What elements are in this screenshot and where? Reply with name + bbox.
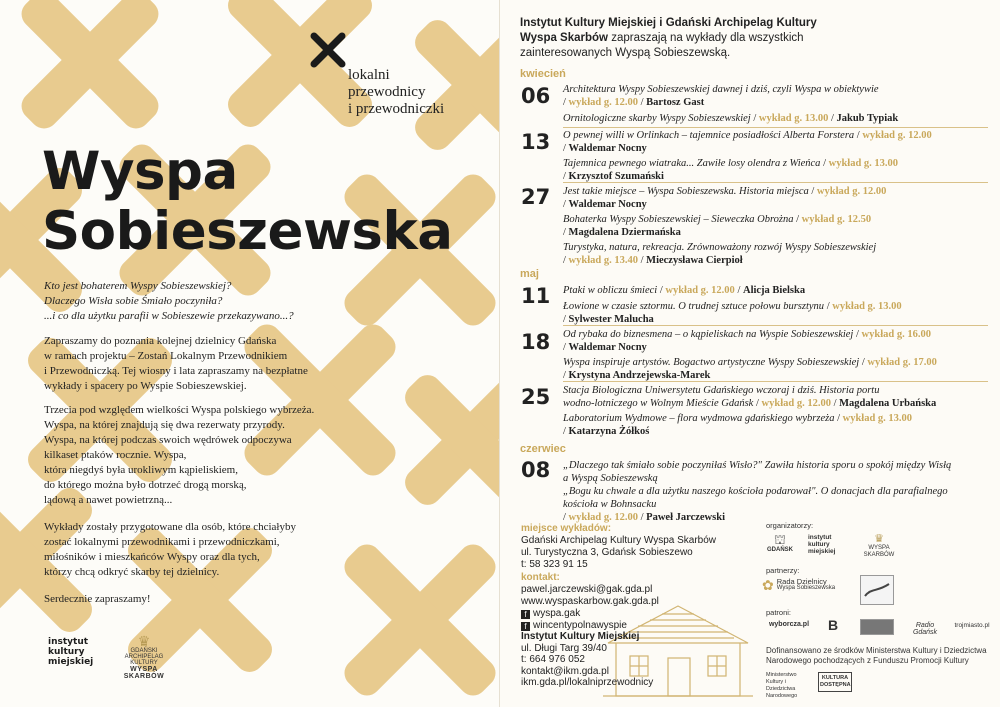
rada-dzielnicy-logo: ✿ Rada Dzielnicy Wyspa Sobieszewska: [762, 577, 836, 593]
wyspa-small-logo: ♛ WYSPA SKARBÓW: [856, 533, 902, 559]
day-06: 06: [521, 84, 551, 108]
contact-info: kontakt: pawel.jarczewski@gak.gda.pl www.wyspaskarbow.gak.gda.pl f wyspa.gak f wincentypolnawyspie: [521, 572, 659, 631]
day-08: 08: [521, 458, 551, 482]
b-logo: B: [827, 617, 839, 633]
wyspa-skarbow-logo: ♛ GDAŃSKI ARCHIPELAG KULTURY WYSPA SKARBÓW: [114, 634, 174, 680]
funding-note: Dofinansowano ze środków Ministerstwa Kultury i Dziedzictwa Narodowego pochodzących z Funduszu Promocji Kultury: [766, 646, 987, 665]
event-item: Architektura Wyspy Sobieszewskiej dawnej i dziś, czyli Wyspa w obiektywie / wykład g. 12.00 / Bartosz Gast: [563, 84, 879, 108]
ikm-logo: instytut kultury miejskiej: [48, 637, 94, 667]
month-june: czerwiec: [520, 443, 566, 455]
website-link[interactable]: www.wyspaskarbow.gak.gda.pl: [521, 596, 659, 607]
organizers-label: organizatorzy:: [766, 521, 814, 530]
gdansk-crest-icon: ⛫: [774, 532, 786, 547]
leaf-icon: ✿: [762, 577, 774, 593]
day-27: 27: [521, 185, 551, 209]
facebook-link-1[interactable]: f wyspa.gak: [521, 608, 659, 620]
venue-info: miejsce wykładów: Gdański Archipelag Kultury Wyspa Skarbów ul. Turystyczna 3, Gdańsk Sobieszewo t: 58 323 91 15: [521, 523, 716, 570]
ministry-logo: Ministerstwo Kultury i Dziedzictwa Narodowego: [766, 672, 798, 699]
event-item: Ptaki w obliczu śmieci / wykład g. 12.00 / Alicja Bielska: [563, 285, 806, 296]
wyborcza-logo: wyborcza.pl: [768, 621, 810, 628]
ikm-website-link[interactable]: ikm.gda.pl/lokalniprzewodnicy: [521, 677, 654, 688]
event-item: O pewnej willi w Orlinkach – tajemnice posiadłości Alberta Forstera / wykład g. 12.00 / Waldemar Nocny: [563, 130, 932, 154]
questions: Kto jest bohaterem Wyspy Sobieszewskiej? Dlaczego Wisła sobie Śmiało poczyniła? ...i co dla użytku parafii w Sobieszewie przekazywano...?: [44, 280, 294, 322]
event-item: Jest takie miejsce – Wyspa Sobieszewska. Historia miejsca / wykład g. 12.00 / Waldemar Nocny: [563, 186, 887, 210]
intro-paragraph: Zapraszamy do poznania kolejnej dzielnicy Gdańska w ramach projektu – Zostań Lokalnym Przewodnikiem i Przewodniczką. Tej wiosny i lata zapraszamy na bezpłatne wykłady i spacery po Wyspie Sobieszewskiej.: [44, 335, 308, 392]
month-may: maj: [520, 268, 539, 280]
patrons-label: patroni:: [766, 608, 792, 617]
divider-line: [563, 182, 988, 183]
facebook-icon: f: [521, 610, 530, 619]
facebook-link-2[interactable]: f wincentypolnawyspie: [521, 620, 659, 632]
ikm-small-logo: instytut kultury miejskiej: [808, 534, 836, 555]
divider-line: [563, 325, 988, 326]
month-april: kwiecień: [520, 68, 566, 80]
partners-label: partnerzy:: [766, 566, 800, 575]
event-item: Od rybaka do biznesmena – o kąpieliskach na Wyspie Sobieszewskiej / wykład g. 16.00 / Waldemar Nocny: [563, 329, 931, 353]
partner-map-logo: [860, 575, 894, 605]
page-fold: [499, 0, 500, 707]
map-icon: [861, 576, 893, 604]
black-x-mark-icon: [310, 32, 346, 68]
event-item: „Dlaczego tak śmiało sobie poczyniłaś Wisło?" Zawiła historia sporu o spokój między Wisłą a Wyspą Sobieszewską „Bogu ku chwale a dla użytku naszego kościoła podarował". O donacjach dla parafialnego kościoła w Bohnsacku / wykład g. 12.00 / Paweł Jarczewski: [563, 460, 952, 523]
closing-text: Serdecznie zapraszamy!: [44, 593, 151, 605]
event-item: Łowione w czasie sztormu. O trudnej sztuce połowu bursztynu / wykład g. 13.00 / Sylwester Malucha: [563, 301, 902, 325]
audience-paragraph: Wykłady zostały przygotowane dla osób, które chciałyby zostać lokalnymi przewodnikami i przewodniczkami, miłośników i mieszkańców Wyspy oraz dla tych, którzy chcą odkryć skarby tej dzielnicy.: [44, 521, 296, 578]
page-title: Wyspa Sobieszewska: [42, 141, 453, 262]
header-intro: Instytut Kultury Miejskiej i Gdański Archipelag Kultury Wyspa Skarbów zapraszają na wykłady dla wszystkich zainteresowanych Wyspą Sobieszewską.: [520, 17, 817, 59]
event-item: Laboratorium Wydmowe – flora wydmowa gdańskiego wybrzeża / wykład g. 13.00 / Katarzyna Żółkoś: [563, 413, 913, 437]
patron-badge-logo: [860, 619, 894, 635]
divider-line: [563, 127, 988, 128]
ikm-email-link[interactable]: kontakt@ikm.gda.pl: [521, 665, 609, 677]
gdansk-logo: ⛫ GDAŃSK: [762, 533, 798, 554]
day-25: 25: [521, 385, 551, 409]
day-13: 13: [521, 130, 551, 154]
trojmiasto-logo: trojmiasto.pl: [954, 622, 990, 629]
event-item: Bohaterka Wyspy Sobieszewskiej – Sieweczka Obrożna / wykład g. 12.50 / Magdalena Dziermańska: [563, 214, 872, 238]
event-item: Wyspa inspiruje artystów. Bogactwo artystyczne Wyspy Sobieszewskiej / wykład g. 17.00 / Krystyna Andrzejewska-Marek: [563, 357, 937, 381]
crown-icon: ♛: [874, 533, 884, 545]
facebook-icon: f: [521, 622, 530, 631]
event-item: Tajemnica pewnego wiatraka... Zawiłe losy olendra z Wieńca / wykład g. 13.00 / Krzysztof Szumański: [563, 158, 899, 182]
event-item: Turystyka, natura, rekreacja. Zrównoważony rozwój Wyspy Sobieszewskiej / wykład g. 13.40 / Mieczysława Cierpioł: [563, 242, 877, 266]
kultura-dostepna-logo: KULTURA DOSTĘPNA: [818, 672, 852, 692]
guides-subtitle: lokalni przewodnicy i przewodniczki: [348, 67, 445, 117]
event-item: Stacja Biologiczna Uniwersytetu Gdańskiego wczoraj i dziś. Historia portu wodno-lotniczego w Wolnym Mieście Gdańsk / wykład g. 12.00 / Magdalena Urbańska: [563, 385, 937, 409]
ikm-contact: Instytut Kultury Miejskiej ul. Długi Targ 39/40 t: 664 976 052 kontakt@ikm.gda.pl ikm.gda.pl/lokalniprzewodnicy: [521, 631, 654, 688]
description-paragraph: Trzecia pod względem wielkości Wyspa polskiego wybrzeża. Wyspa, na której znajdują się dwa rezerwaty przyrody. Wyspa, na której podczas swoich wędrówek odpoczywa kilkaset ptaków rocznie. Wyspa, która niegdyś była urokliwym kąpieliskiem, do którego można było dotrzeć drogą morską, lądową a nawet powietrzną...: [44, 404, 315, 506]
email-link[interactable]: pawel.jarczewski@gak.gda.pl: [521, 584, 653, 595]
divider-line: [563, 381, 988, 382]
day-18: 18: [521, 330, 551, 354]
crown-icon: ♛: [137, 633, 151, 649]
radio-gdansk-logo: Radio Gdańsk: [912, 622, 938, 636]
event-item: Ornitologiczne skarby Wyspy Sobieszewskiej / wykład g. 13.00 / Jakub Typiak: [563, 113, 899, 124]
day-11: 11: [521, 284, 551, 308]
